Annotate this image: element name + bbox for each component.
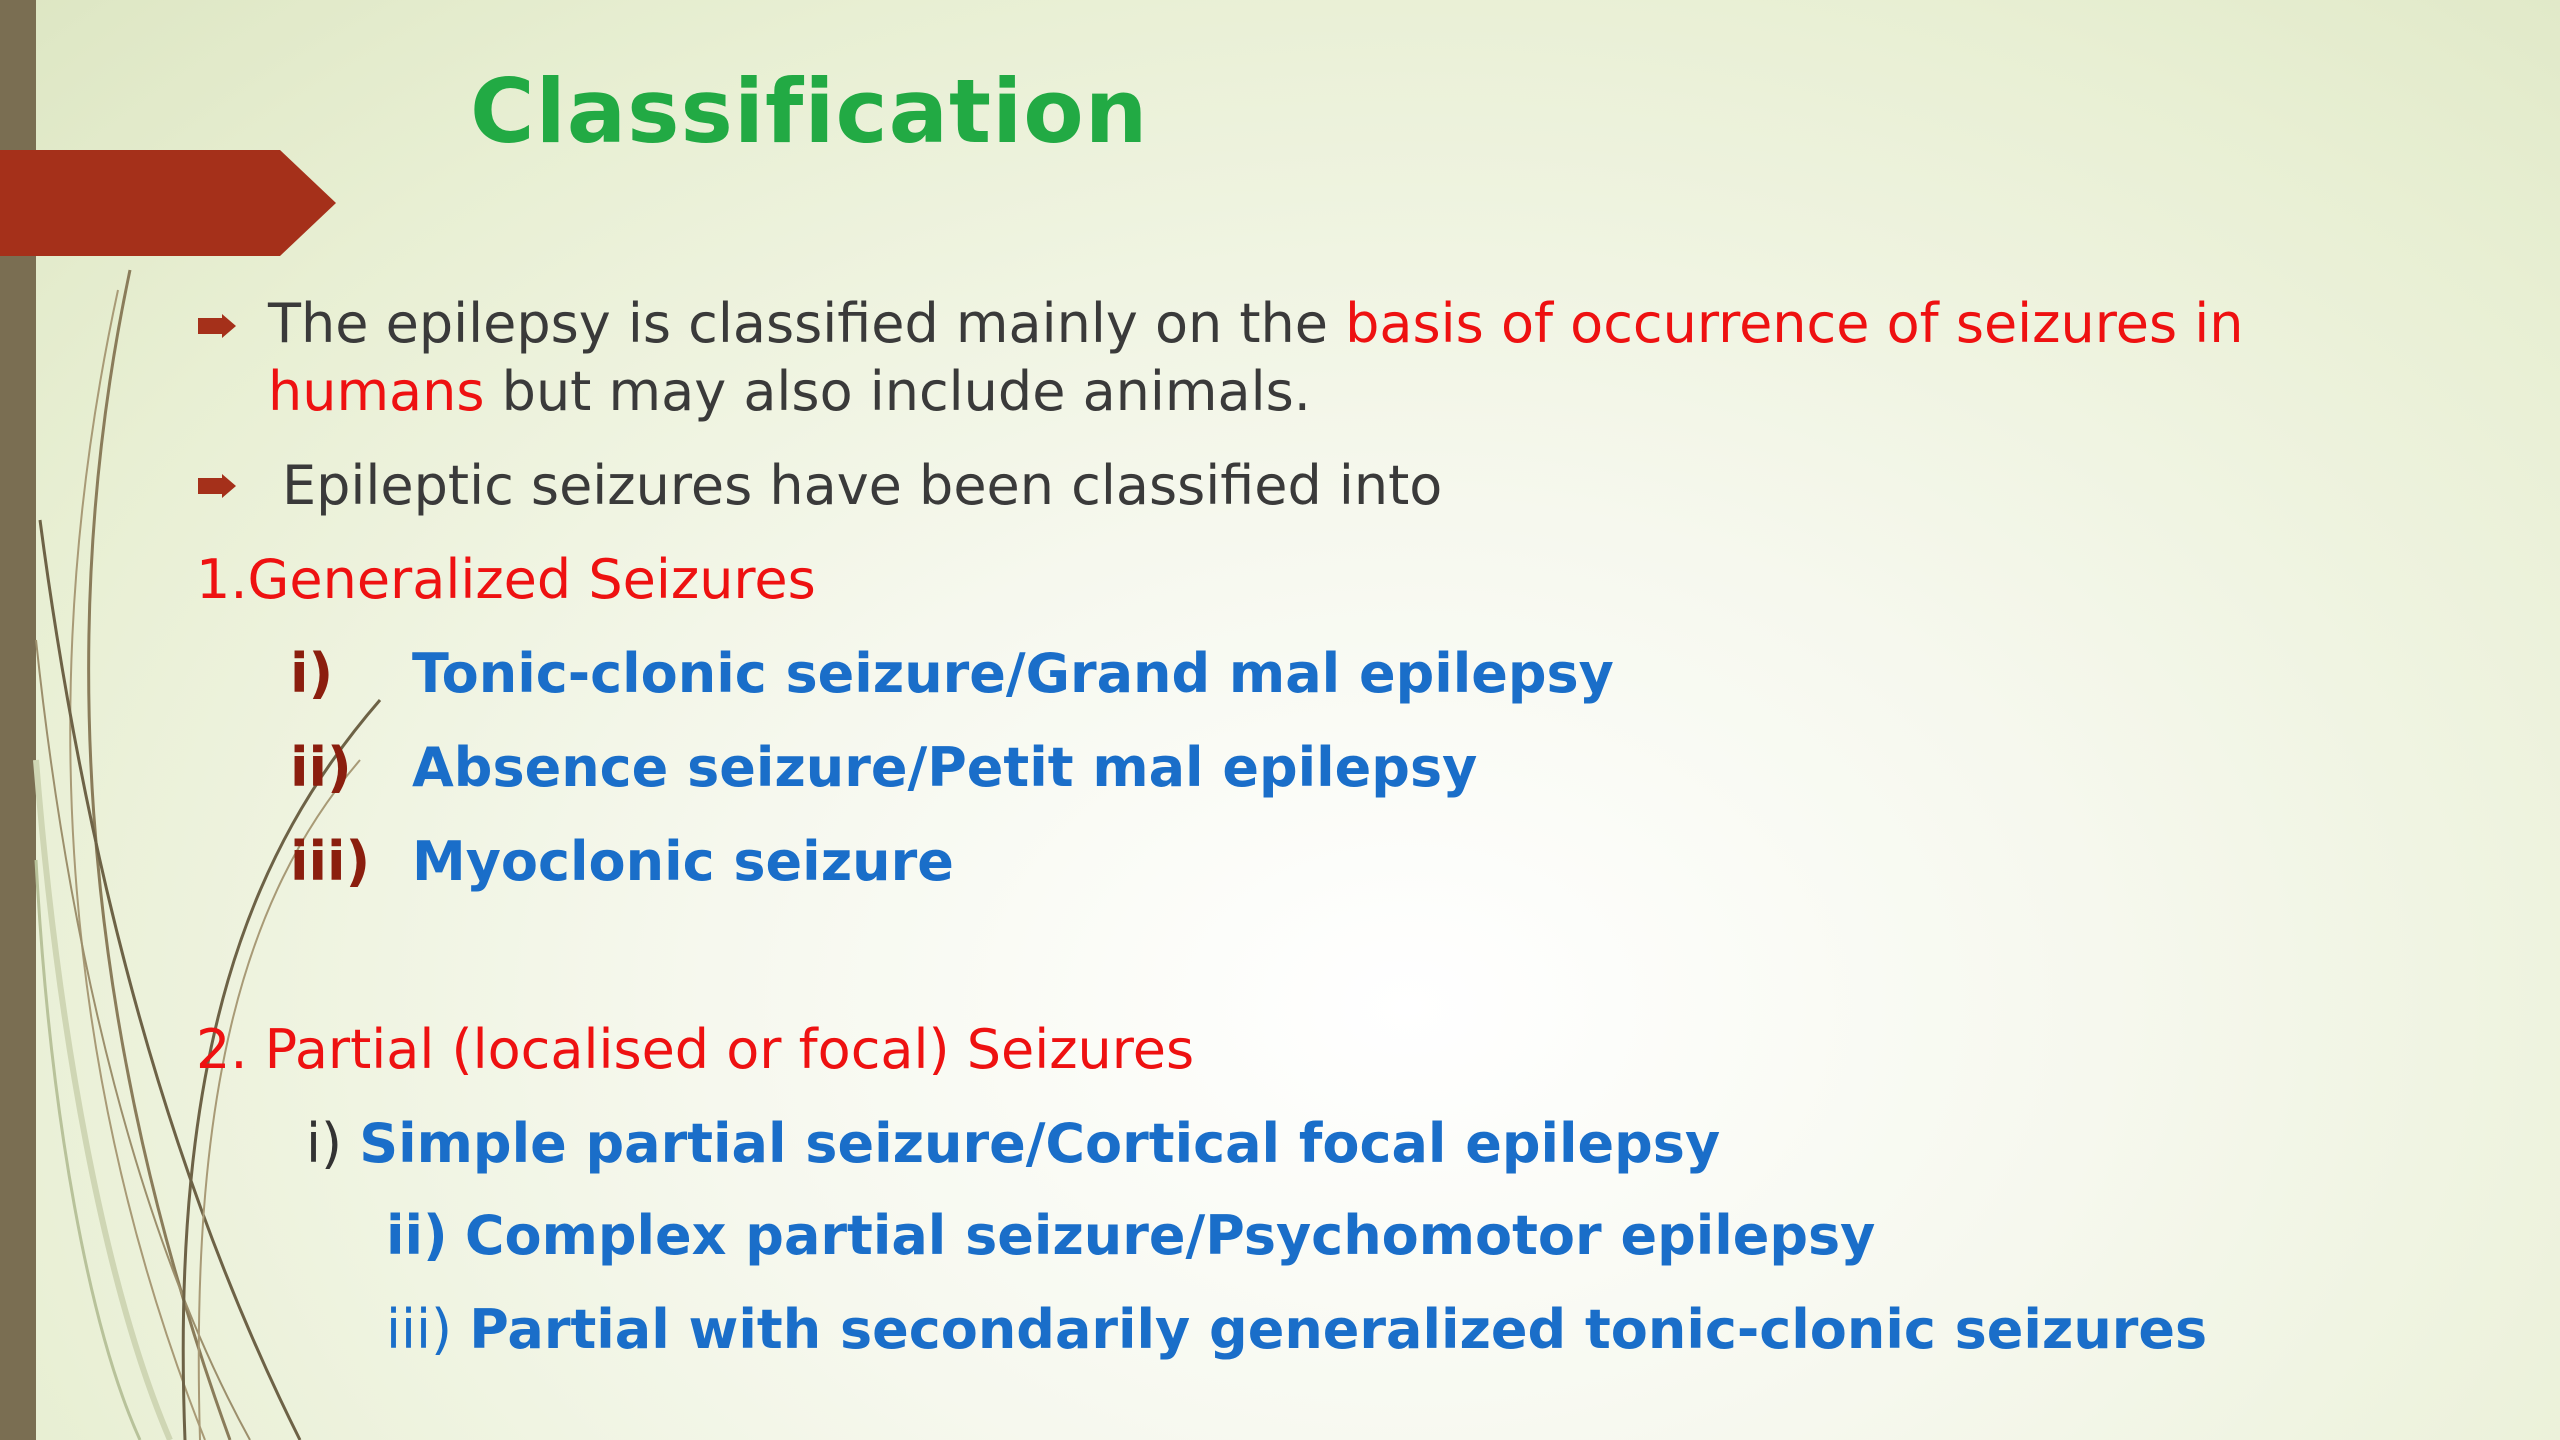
arrow-bullet-icon bbox=[198, 314, 236, 338]
list-numeral: ii) bbox=[290, 736, 352, 799]
arrow-bullet-icon bbox=[198, 474, 236, 498]
partial-item-1 bbox=[306, 1110, 1720, 1178]
list-numeral: i) bbox=[306, 1112, 343, 1175]
bullet-1-text-plain: The epilepsy is classified mainly on the bbox=[268, 292, 1346, 355]
partial-seizures-heading: 2. Partial (localised or focal) Seizures bbox=[196, 1018, 1195, 1081]
generalized-item-2-text: Absence seizure/Petit mal epilepsy bbox=[412, 736, 1478, 799]
bullet-1-text-highlight: basis of occurrence of seizures in bbox=[1345, 292, 2244, 355]
generalized-item-3 bbox=[290, 828, 370, 896]
bullet-1-line-2 bbox=[268, 358, 1311, 426]
partial-item-3 bbox=[386, 1296, 2207, 1364]
bullet-1-text-highlight-2: humans bbox=[268, 360, 485, 423]
generalized-item-2 bbox=[290, 734, 352, 802]
bullet-1-text-plain-2: but may also include animals. bbox=[484, 360, 1311, 423]
partial-item-3-text: Partial with secondarily generalized tonic-clonic seizures bbox=[469, 1298, 2208, 1361]
list-numeral: ii) bbox=[386, 1204, 448, 1267]
partial-item-2-text: Complex partial seizure/Psychomotor epilepsy bbox=[464, 1204, 1876, 1267]
generalized-item-1 bbox=[290, 640, 333, 708]
generalized-item-1-text: Tonic-clonic seizure/Grand mal epilepsy bbox=[412, 642, 1614, 705]
list-numeral: iii) bbox=[386, 1298, 453, 1361]
partial-item-1-text: Simple partial seizure/Cortical focal epilepsy bbox=[359, 1112, 1721, 1175]
list-numeral: i) bbox=[290, 642, 334, 705]
slide-title: Classification bbox=[470, 60, 1149, 163]
bullet-2-text: Epileptic seizures have been classified into bbox=[282, 454, 1443, 517]
bullet-1-line-1 bbox=[268, 290, 2244, 358]
generalized-seizures-heading: 1.Generalized Seizures bbox=[196, 548, 816, 611]
partial-item-2 bbox=[386, 1202, 1875, 1270]
generalized-item-3-text: Myoclonic seizure bbox=[412, 830, 954, 893]
list-numeral: iii) bbox=[290, 830, 371, 893]
